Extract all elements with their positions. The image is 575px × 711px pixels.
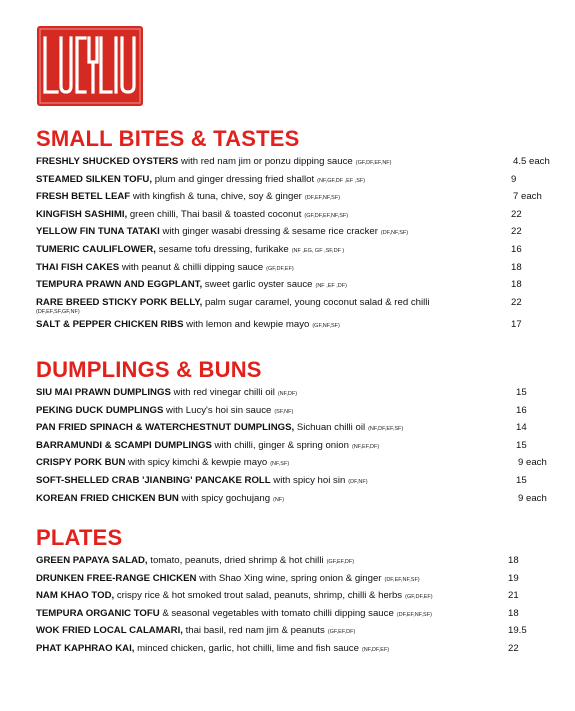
- menu-item: [36, 437, 566, 455]
- menu-item-name: YELLOW FIN TUNA TATAKI: [36, 226, 160, 238]
- menu-item: [36, 276, 566, 294]
- menu-item-price: 17: [511, 318, 522, 330]
- menu-item-description: with peanut & chilli dipping sauce: [119, 261, 264, 273]
- menu-item-text: [36, 316, 340, 336]
- menu-item-text: [36, 294, 430, 312]
- menu-item-price: 15: [516, 474, 527, 486]
- menu-item-name: THAI FISH CAKES: [36, 261, 120, 273]
- menu-item-description: palm sugar caramel, young coconut salad & red chilli: [202, 296, 430, 308]
- menu-item-name: SALT & PEPPER CHICKEN RIBS: [36, 318, 184, 330]
- menu-item-description: green chilli, Thai basil & toasted coconut: [127, 208, 302, 220]
- menu-item-price: 4.5 each: [513, 156, 550, 167]
- dietary-tags: (NF,SF): [270, 461, 290, 468]
- menu-item-name: FRESHLY SHUCKED OYSTERS: [36, 156, 179, 167]
- menu-item-name: KOREAN FRIED CHICKEN BUN: [36, 492, 179, 504]
- dietary-tags: (SF,NF): [274, 408, 294, 415]
- menu-item: [36, 171, 566, 189]
- menu-item: [36, 622, 566, 640]
- dietary-tags: (NF,GF,DF ,EF ,SF): [317, 177, 366, 184]
- dietary-tags: (GF,DF,EF): [405, 594, 433, 601]
- menu-item-description: with red nam jim or ponzu dipping sauce: [178, 156, 353, 167]
- menu-item-description: with red vinegar chilli oil: [170, 387, 275, 398]
- menu-item-price: 22: [511, 208, 522, 220]
- menu-item-description: with spicy hoi sin: [270, 474, 346, 486]
- dietary-tags: (NF,DF,EF,SF): [368, 426, 404, 433]
- dietary-tags: (GF,NF,SF): [312, 322, 340, 329]
- menu-item-price: 16: [511, 243, 522, 255]
- menu-item-name: DRUNKEN FREE-RANGE CHICKEN: [36, 572, 197, 584]
- dietary-tags: (NF ,EG, GF ,SF,DF ): [291, 247, 345, 254]
- menu-item-price: 22: [508, 642, 519, 654]
- section-dumplings-buns: [36, 358, 566, 507]
- item-list: [36, 384, 566, 507]
- menu-item-description: sesame tofu dressing, furikake: [155, 243, 289, 255]
- menu-item-price: 9 each: [518, 492, 547, 504]
- dietary-tags: (DF,NF,SF): [380, 230, 409, 237]
- menu-item-description: with kingfish & tuna, chive, soy & ginger: [130, 191, 302, 203]
- menu-item: [36, 490, 566, 508]
- menu-item-name: SIU MAI PRAWN DUMPLINGS: [36, 387, 171, 398]
- section-title: DUMPLINGS & BUNS: [36, 357, 262, 382]
- menu-item: [36, 552, 566, 570]
- menu-item-description: & seasonal vegetables with tomato chilli dipping sauce: [159, 607, 394, 619]
- menu-item-description: with Shao Xing wine, spring onion & ginger: [196, 572, 382, 584]
- menu-item-name: RARE BREED STICKY PORK BELLY,: [36, 296, 203, 308]
- menu-item-price: 9: [511, 173, 517, 185]
- menu-item-price: 18: [511, 279, 522, 291]
- dietary-tags: (GF,EF,DF): [327, 629, 356, 636]
- dietary-tags: (DF,EF,NF,SF): [396, 611, 432, 618]
- menu-item: [36, 640, 566, 658]
- menu-item-name: STEAMED SILKEN TOFU,: [36, 173, 153, 185]
- menu-item-name: SOFT-SHELLED CRAB 'JIANBING' PANCAKE ROLL: [36, 474, 271, 486]
- menu-item: [36, 223, 566, 241]
- menu-item-name: NAM KHAO TOD,: [36, 590, 115, 602]
- menu-item-name: BARRAMUNDI & SCAMPI DUMPLINGS: [36, 439, 212, 451]
- dietary-tags: (GF,DF,EF,NF,SF): [304, 212, 349, 219]
- menu-item-price: 15: [516, 439, 527, 451]
- menu-item-text: [36, 490, 284, 510]
- menu-item-name: KINGFISH SASHIMI,: [36, 208, 128, 220]
- menu-item: [36, 259, 566, 277]
- section-plates: [36, 526, 566, 658]
- menu-item-description: with ginger wasabi dressing & sesame rice cracker: [159, 226, 378, 238]
- logo-lettering-icon: [37, 26, 143, 106]
- menu-item-name: TEMPURA ORGANIC TOFU: [36, 607, 160, 619]
- dietary-tags: (NF ,EF ,DF): [315, 283, 347, 290]
- menu-item: [36, 188, 566, 206]
- menu-item: [36, 587, 566, 605]
- item-list: [36, 153, 566, 333]
- menu-item: [36, 384, 566, 402]
- menu-item-description: sweet garlic oyster sauce: [202, 279, 313, 291]
- menu-item-name: CRISPY PORK BUN: [36, 457, 126, 469]
- menu-item: [36, 206, 566, 224]
- menu-item-name: PHAT KAPHRAO KAI,: [36, 642, 135, 654]
- dietary-tags: (NF,DF,EF): [361, 646, 390, 653]
- menu-item-name: WOK FRIED LOCAL CALAMARI,: [36, 625, 183, 637]
- menu-item-price: 18: [508, 555, 519, 566]
- menu-item-name: TUMERIC CAULIFLOWER,: [36, 243, 156, 255]
- menu-item-description: tomato, peanuts, dried shrimp & hot chilli: [147, 555, 324, 566]
- menu-item-name: FRESH BETEL LEAF: [36, 191, 131, 203]
- menu-item: [36, 402, 566, 420]
- menu-item-description: Sichuan chilli oil: [294, 422, 366, 434]
- menu-item-price: 18: [508, 607, 519, 619]
- dietary-tags: (NF,DF): [277, 391, 298, 397]
- menu-item-description: minced chicken, garlic, hot chilli, lime and fish sauce: [134, 642, 359, 654]
- dietary-tags: (GF,EF,DF): [326, 559, 355, 565]
- dietary-tags: (DF,EF,NF,SF): [304, 195, 341, 202]
- menu-item-price: 19: [508, 572, 519, 584]
- menu-item-description: plum and ginger dressing fried shallot: [152, 173, 315, 185]
- menu-item-price: 14: [516, 422, 527, 434]
- dietary-tags: (DF,NF): [348, 478, 368, 485]
- menu-item: [36, 570, 566, 588]
- dietary-tags: (GF,DF,EF,NF): [355, 160, 392, 166]
- menu-item-name: PAN FRIED SPINACH & WATERCHESTNUT DUMPLINGS,: [36, 422, 295, 434]
- menu-item: [36, 605, 566, 623]
- menu-item: [36, 294, 566, 316]
- dietary-tags: (NF,EF,DF): [351, 443, 380, 450]
- menu-item-description: with spicy gochujang: [178, 492, 271, 504]
- dietary-tags: (DF,EF,SF,GF,NF): [36, 308, 80, 315]
- section-small-bites: [36, 127, 566, 333]
- menu-item: [36, 472, 566, 490]
- menu-item-name: PEKING DUCK DUMPLINGS: [36, 404, 164, 416]
- menu-item: [36, 153, 566, 171]
- menu-item-price: 9 each: [518, 457, 547, 469]
- menu-item-text: [36, 640, 389, 660]
- menu-item-description: thai basil, red nam jim & peanuts: [182, 625, 325, 637]
- section-title: SMALL BITES & TASTES: [36, 126, 300, 151]
- menu-item-description: with Lucy's hoi sin sauce: [163, 404, 272, 416]
- menu-item-price: 22: [511, 226, 522, 238]
- menu-item-price: 16: [516, 404, 527, 416]
- menu-item-price: 15: [516, 387, 527, 398]
- menu-item: [36, 454, 566, 472]
- menu-item: [36, 419, 566, 437]
- menu-item-price: 7 each: [513, 191, 542, 203]
- menu-item-price: 18: [511, 261, 522, 273]
- menu-item: [36, 241, 566, 259]
- lucy-liu-logo: [37, 26, 143, 106]
- menu-item-price: 22: [511, 296, 522, 308]
- menu-item: [36, 316, 566, 334]
- menu-item-name: GREEN PAPAYA SALAD,: [36, 555, 148, 566]
- menu-item-price: 21: [508, 590, 519, 602]
- item-list: [36, 552, 566, 658]
- dietary-tags: (GF,DF,EF): [266, 265, 294, 272]
- menu-item-description: with spicy kimchi & kewpie mayo: [125, 457, 268, 469]
- menu-item-description: with chilli, ginger & spring onion: [211, 439, 349, 451]
- section-title: PLATES: [36, 525, 123, 550]
- dietary-tags: (DF,EF,NF,SF): [384, 576, 420, 583]
- menu-item-description: crispy rice & hot smoked trout salad, peanuts, shrimp, chilli & herbs: [114, 590, 403, 602]
- menu-item-description: with lemon and kewpie mayo: [183, 318, 310, 330]
- menu-item-price: 19.5: [508, 625, 527, 637]
- dietary-tags: (NF): [273, 496, 285, 503]
- menu-item-name: TEMPURA PRAWN AND EGGPLANT,: [36, 279, 203, 291]
